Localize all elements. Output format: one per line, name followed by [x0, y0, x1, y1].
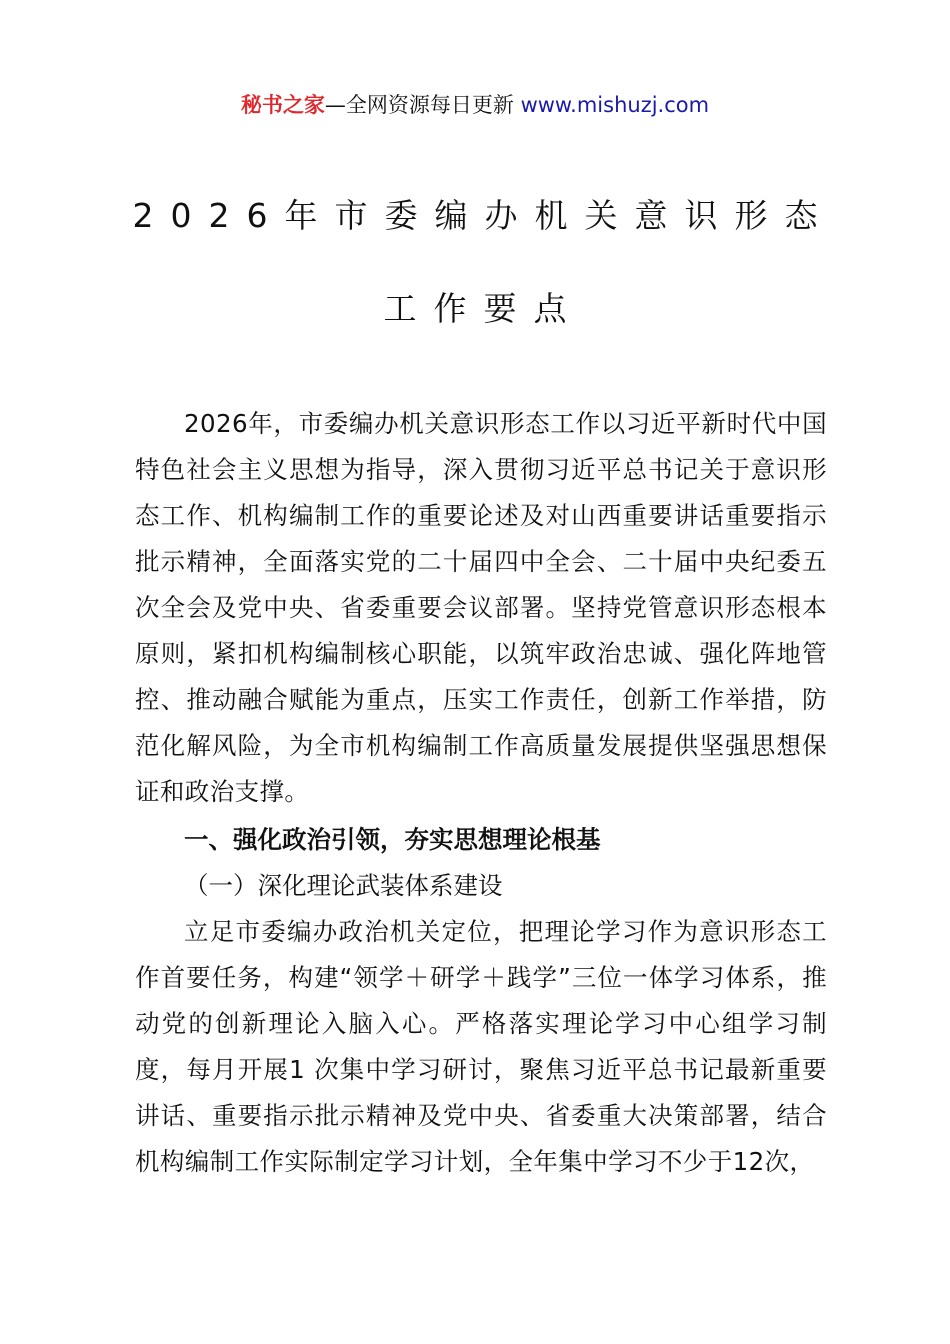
site-url-link[interactable]: www.mishuzj.com: [520, 93, 710, 117]
brand-name: 秘书之家: [240, 93, 325, 117]
subsection-1-block: [135, 863, 827, 909]
subsection-1-paragraph: 立足市委编办政治机关定位，把理论学习作为意识形态工作首要任务，构建“领学＋研学＋践学”三位一体学习体系，推动党的创新理论入脑入心。严格落实理论学习中心组学习制度，每月开展1 次集中学习研讨，聚焦习近平总书记最新重要讲话、重要指示批示精神及党中央、省委重大决策部署，结合机构编制工作实际制定学习计划，全年集中学习不少于12次，: [135, 917, 827, 1176]
site-header: [0, 88, 950, 122]
subsection-1-heading: （一）深化理论武装体系建设: [184, 871, 503, 900]
document-title-line-2: 工作要点: [383, 289, 584, 328]
document-title-line-1: 2026年市委编办机关意识形态: [132, 196, 835, 235]
header-tagline: —全网资源每日更新: [324, 93, 521, 117]
subsection-1-paragraph-block: [135, 909, 827, 1185]
intro-paragraph: 2026年，市委编办机关意识形态工作以习近平新时代中国特色社会主义思想为指导，深入贯彻习近平总书记关于意识形态工作、机构编制工作的重要论述及对山西重要讲话重要指示批示精神，全面落实党的二十届四中全会、二十届中央纪委五次全会及党中央、省委重要会议部署。坚持党管意识形态根本原则，紧扣机构编制核心职能，以筑牢政治忠诚、强化阵地管控、推动融合赋能为重点，压实工作责任，创新工作举措，防范化解风险，为全市机构编制工作高质量发展提供坚强思想保证和政治支撑。: [135, 409, 827, 806]
section-1-block: [135, 817, 827, 863]
intro-paragraph-block: [135, 401, 827, 815]
section-1-heading: 一、强化政治引领，夯实思想理论根基: [184, 825, 601, 854]
